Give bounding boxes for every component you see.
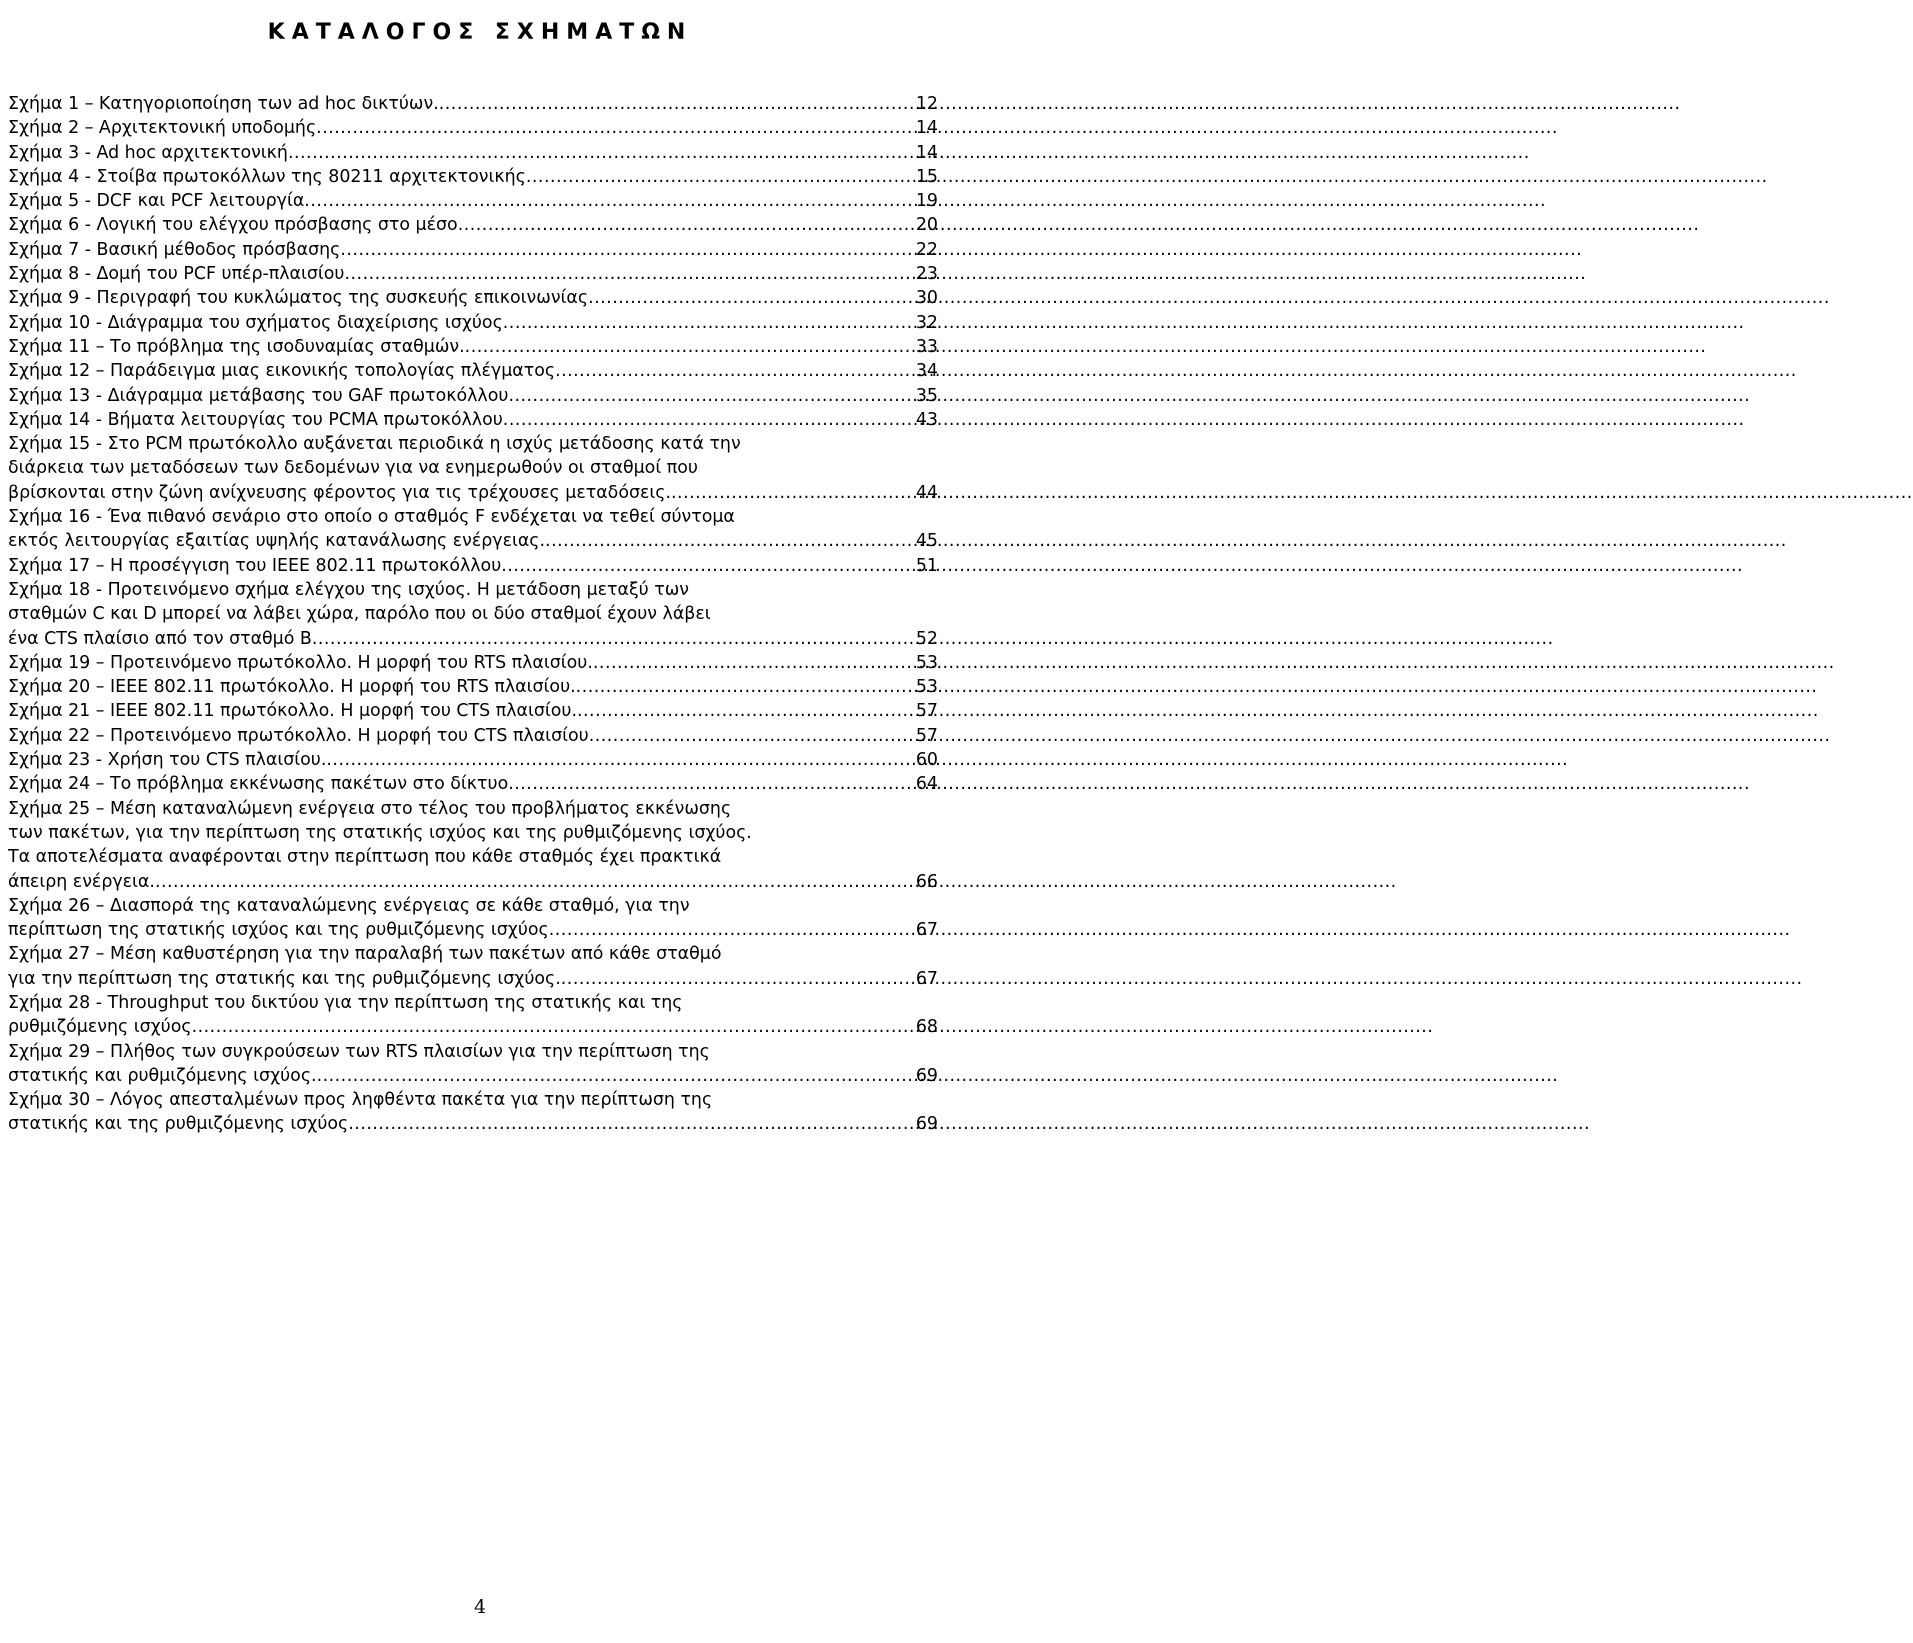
toc-entry-page-number: 44 [915, 482, 938, 503]
toc-entry-text-line: Σχήμα 25 – Μέση καταναλώμενη ενέργεια στο τέλος του προβλήματος εκκένωσης [8, 798, 732, 819]
toc-entry[interactable] [8, 797, 938, 894]
dot-leader [508, 384, 913, 408]
toc-entry-title: Σχήμα 4 - Στοίβα πρωτοκόλλων της 80211 αρχιτεκτονικής [8, 166, 526, 187]
toc-entry-text-line: Τα αποτελέσματα αναφέρονται στην περίπτωση που κάθε σταθμός έχει πρακτικά [8, 847, 722, 868]
toc-entry-leader-line [8, 311, 938, 335]
toc-entry-leader-line [8, 335, 938, 359]
toc-entry-leader-line [8, 141, 938, 165]
toc-entry-title: στατικής και της ρυθμιζόμενης ισχύος [8, 1114, 349, 1135]
toc-entry[interactable] [8, 748, 938, 772]
toc-entry-page-number: 23 [915, 264, 938, 285]
toc-entry-title: Σχήμα 23 - Χρήση του CTS πλαισίου. [8, 750, 327, 771]
toc-entry[interactable] [8, 189, 938, 213]
toc-entry[interactable] [8, 359, 938, 383]
dot-leader [192, 1015, 914, 1039]
toc-entry-title: ρυθμιζόμενης ισχύος [8, 1017, 192, 1038]
dot-leader [576, 675, 914, 699]
toc-entry-text-line: Σχήμα 28 - Throughput του δικτύου για την περίπτωση της στατικής και της [8, 992, 683, 1013]
toc-entry-text-line: Σχήμα 18 - Προτεινόμενο σχήμα ελέγχου της ισχύος. Η μετάδοση μεταξύ των [8, 579, 690, 600]
toc-entry-page-number: 30 [915, 288, 938, 309]
toc-entry-title: Σχήμα 14 - Βήματα λειτουργίας του PCMA πρωτοκόλλου [8, 409, 503, 430]
toc-entry[interactable] [8, 165, 938, 189]
toc-entry[interactable] [8, 675, 938, 699]
dot-leader [326, 748, 913, 772]
toc-entry-page-number: 12 [915, 94, 938, 114]
toc-entry-page-number: 60 [915, 750, 938, 771]
toc-entry-page-number: 57 [915, 701, 938, 722]
toc-entry-leader-line [8, 748, 938, 772]
toc-entry-leader-line [8, 918, 938, 942]
toc-entry[interactable] [8, 432, 938, 505]
toc-entry-title: εκτός λειτουργίας εξαιτίας υψηλής κατανάλωσης ενέργειας. [8, 531, 546, 552]
toc-entry-leader-line [8, 1112, 938, 1136]
toc-entry-title: Σχήμα 8 - Δομή του PCF υπέρ-πλαισίου [8, 264, 345, 285]
toc-entry[interactable] [8, 141, 938, 165]
toc-entry-title: Σχήμα 10 - Διάγραμμα του σχήματος διαχείρισης ισχύος [8, 312, 503, 333]
toc-entry[interactable] [8, 651, 938, 675]
toc-entry-page-number: 20 [915, 215, 938, 236]
toc-entry-text-line: Σχήμα 29 – Πλήθος των συγκρούσεων των RTS πλαισίων για την περίπτωση της [8, 1041, 710, 1062]
toc-entry-leader-line [8, 529, 938, 553]
toc-entry-page-number: 69 [915, 1065, 938, 1086]
dot-leader [340, 238, 914, 262]
dot-leader [316, 116, 914, 140]
toc-entry-title: Σχήμα 12 – Παράδειγμα μιας εικονικής τοπολογίας πλέγματος [8, 361, 556, 382]
toc-entry-title: Σχήμα 1 – Κατηγοριοποίηση των ad hoc δικτύων. [8, 94, 439, 114]
toc-entry-page-number: 67 [915, 968, 938, 989]
dot-leader [345, 262, 914, 286]
toc-entry[interactable] [8, 772, 938, 796]
toc-entry-leader-line [8, 262, 938, 286]
toc-entry-title: Σχήμα 13 - Διάγραμμα μετάβασης του GAF πρωτοκόλλου [8, 385, 509, 406]
dot-leader [555, 359, 914, 383]
toc-entry-text-line: των πακέτων, για την περίπτωση της στατικής ισχύος και της ρυθμιζόμενης ισχύος. [8, 822, 752, 843]
dot-leader [288, 141, 914, 165]
toc-entry-page-number: 53 [915, 652, 938, 673]
toc-entry-leader-line [8, 967, 938, 991]
toc-entry-page-number: 68 [915, 1017, 938, 1038]
toc-entry-page-number: 35 [915, 385, 938, 406]
dot-leader [549, 918, 914, 942]
toc-entry-page-number: 14 [915, 118, 938, 139]
toc-entry-text-line: Σχήμα 16 - Ένα πιθανό σενάριο στο οποίο ο σταθμός F ενδέχεται να τεθεί σύντομα [8, 507, 735, 528]
toc-entry-page-number: 51 [915, 555, 938, 576]
toc-entry[interactable] [8, 335, 938, 359]
toc-entry[interactable] [8, 1040, 938, 1089]
toc-entry-page-number: 66 [915, 871, 938, 892]
toc-entry-title: Σχήμα 17 – Η προσέγγιση του IEEE 802.11 πρωτοκόλλου [8, 555, 502, 576]
toc-entry[interactable] [8, 554, 938, 578]
toc-entry-title: Σχήμα 3 - Ad hoc αρχιτεκτονική [8, 142, 288, 163]
toc-entry-leader-line [8, 481, 938, 505]
toc-entry-leader-line [8, 651, 938, 675]
toc-entry-leader-line [8, 699, 938, 723]
toc-entry-title: Σχήμα 7 - Βασική μέθοδος πρόσβασης [8, 239, 341, 260]
toc-entry-leader-line [8, 724, 938, 748]
toc-entry-title: Σχήμα 24 – Το πρόβλημα εκκένωσης πακέτων στο δίκτυο [8, 774, 509, 795]
toc-entry-title: Σχήμα 2 – Αρχιτεκτονική υποδομής [8, 118, 317, 139]
toc-entry-title: Σχήμα 9 - Περιγραφή του κυκλώματος της συσκευής επικοινωνίας [8, 288, 589, 309]
toc-entry-leader-line [8, 213, 938, 237]
toc-entry-page-number: 64 [915, 774, 938, 795]
toc-entry[interactable] [8, 724, 938, 748]
dot-leader [589, 724, 914, 748]
toc-entry[interactable] [8, 578, 938, 651]
dot-leader [458, 213, 914, 237]
toc-entry-text-line: Σχήμα 26 – Διασπορά της καταναλώμενης ενέργειας σε κάθε σταθμό, για την [8, 895, 690, 916]
dot-leader [304, 189, 914, 213]
toc-entry-page-number: 52 [915, 628, 938, 649]
dot-leader [503, 311, 914, 335]
dot-leader [312, 627, 914, 651]
toc-entry[interactable] [8, 942, 938, 991]
toc-entry[interactable] [8, 116, 938, 140]
toc-entry[interactable] [8, 1088, 938, 1137]
toc-entry-leader-line [8, 1015, 938, 1039]
toc-entry-leader-line [8, 627, 938, 651]
toc-entry-title: Σχήμα 11 – Το πρόβλημα της ισοδυναμίας σταθμών. [8, 336, 465, 357]
toc-entry-text-line: Σχήμα 15 - Στο PCM πρωτόκολλο αυξάνεται περιοδικά η ισχύς μετάδοσης κατά την [8, 434, 741, 455]
toc-entry-title: Σχήμα 6 - Λογική του ελέγχου πρόσβασης στο μέσο [8, 215, 458, 236]
toc-entry-page-number: 43 [915, 409, 938, 430]
toc-entry-title: Σχήμα 19 – Προτεινόμενο πρωτόκολλο. Η μορφή του RTS πλαισίου. [8, 652, 593, 673]
toc-entry-leader-line [8, 165, 938, 189]
toc-entry-title: άπειρη ενέργεια. [8, 871, 155, 892]
toc-entry[interactable] [8, 262, 938, 286]
dot-leader [503, 408, 914, 432]
toc-entry[interactable] [8, 213, 938, 237]
toc-entry-title: βρίσκονται στην ζώνη ανίχνευσης φέροντος για τις τρέχουσες μεταδόσεις. [8, 482, 672, 503]
toc-entry-title: Σχήμα 22 – Προτεινόμενο πρωτόκολλο. Η μορφή του CTS πλαισίου [8, 725, 589, 746]
list-of-figures [8, 92, 938, 1137]
toc-entry-page-number: 57 [915, 725, 938, 746]
toc-entry-page-number: 19 [915, 191, 938, 212]
toc-entry-title: Σχήμα 20 – IEEE 802.11 πρωτόκολλο. Η μορφή του RTS πλαισίου. [8, 677, 576, 698]
toc-entry-leader-line [8, 238, 938, 262]
toc-entry-text-line: Σχήμα 30 – Λόγος απεσταλμένων προς ληφθέντα πακέτα για την περίπτωση της [8, 1090, 713, 1111]
toc-entry-title: για την περίπτωση της στατικής και της ρυθμιζόμενης ισχύος. [8, 968, 561, 989]
toc-entry-title: περίπτωση της στατικής ισχύος και της ρυθμιζόμενης ισχύος [8, 920, 549, 941]
toc-entry-title: Σχήμα 5 - DCF και PCF λειτουργία [8, 191, 305, 212]
toc-entry-page-number: 45 [915, 531, 938, 552]
toc-entry-leader-line [8, 189, 938, 213]
toc-entry-page-number: 67 [915, 920, 938, 941]
toc-entry-leader-line [8, 1064, 938, 1088]
toc-entry-leader-line [8, 116, 938, 140]
toc-entry-leader-line [8, 286, 938, 310]
toc-entry-leader-line [8, 384, 938, 408]
toc-entry-text-line: διάρκεια των μεταδόσεων των δεδομένων για να ενημερωθούν οι σταθμοί που [8, 458, 698, 479]
toc-entry[interactable] [8, 991, 938, 1040]
toc-entry[interactable] [8, 92, 938, 116]
toc-entry[interactable] [8, 699, 938, 723]
toc-entry-page-number: 33 [915, 336, 938, 357]
toc-entry[interactable] [8, 894, 938, 943]
dot-leader [317, 1064, 914, 1088]
toc-entry-page-number: 34 [915, 361, 938, 382]
dot-leader [465, 335, 914, 359]
toc-entry[interactable] [8, 286, 938, 310]
page-title: ΚΑΤΑΛΟΓΟΣ ΣΧΗΜΑΤΩΝ [267, 20, 693, 45]
toc-entry[interactable] [8, 238, 938, 262]
dot-leader [561, 967, 914, 991]
dot-leader [545, 529, 914, 553]
dot-leader [155, 870, 914, 894]
toc-entry[interactable] [8, 505, 938, 554]
toc-entry-page-number: 32 [915, 312, 938, 333]
dot-leader [588, 286, 914, 310]
toc-entry-page-number: 14 [915, 142, 938, 163]
toc-entry-text-line: σταθμών C και D μπορεί να λάβει χώρα, παρόλο που οι δύο σταθμοί έχουν λάβει [8, 604, 711, 625]
toc-entry-leader-line [8, 675, 938, 699]
toc-entry-leader-line [8, 870, 938, 894]
dot-leader [508, 772, 914, 796]
toc-entry-title: Σχήμα 21 – IEEE 802.11 πρωτόκολλο. Η μορφή του CTS πλαισίου. [8, 701, 577, 722]
dot-leader [593, 651, 914, 675]
toc-entry[interactable] [8, 384, 938, 408]
toc-entry-title: στατικής και ρυθμιζόμενης ισχύος. [8, 1065, 317, 1086]
toc-entry-leader-line [8, 359, 938, 383]
toc-entry-page-number: 53 [915, 677, 938, 698]
dot-leader [439, 92, 914, 116]
toc-entry-page-number: 69 [915, 1114, 938, 1135]
dot-leader [348, 1112, 914, 1136]
toc-entry-leader-line [8, 554, 938, 578]
toc-entry-page-number: 15 [915, 166, 938, 187]
dot-leader [501, 554, 914, 578]
toc-entry-page-number: 22 [915, 239, 938, 260]
toc-entry-title: ένα CTS πλαίσιο από τον σταθμό B [8, 628, 312, 649]
toc-entry[interactable] [8, 311, 938, 335]
toc-entry-leader-line [8, 92, 938, 116]
toc-entry[interactable] [8, 408, 938, 432]
toc-entry-leader-line [8, 408, 938, 432]
toc-entry-text-line: Σχήμα 27 – Μέση καθυστέρηση για την παραλαβή των πακέτων από κάθε σταθμό [8, 944, 722, 965]
toc-entry-leader-line [8, 772, 938, 796]
dot-leader [671, 481, 914, 505]
dot-leader [577, 699, 914, 723]
page-number: 4 [473, 1596, 487, 1618]
dot-leader [526, 165, 914, 189]
